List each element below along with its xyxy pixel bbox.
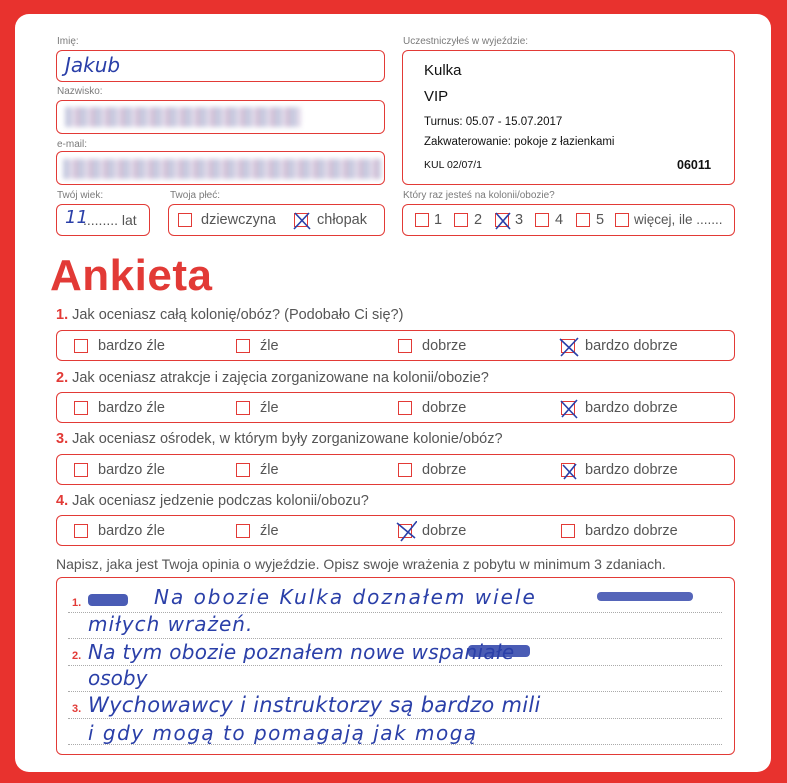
q3-option-bardzo-dobrze: bardzo dobrze — [585, 462, 678, 478]
q2-checkbox-dobrze[interactable] — [398, 401, 412, 415]
gender-field — [168, 204, 385, 236]
question-4-answer-row — [56, 515, 735, 546]
q3-checkbox-zle[interactable] — [236, 463, 250, 477]
first-name-value: Jakub — [65, 53, 121, 77]
opinion-prompt: Napisz, jaka jest Twoja opinia o wyjeździe. Opisz swoje wrażenia z pobytu w minimum 3 zdaniach. — [56, 556, 666, 572]
checkbox-female[interactable] — [178, 213, 192, 227]
surname-redacted — [65, 107, 301, 127]
first-name-field[interactable] — [56, 50, 385, 82]
trip-accommodation: Zakwaterowanie: pokoje z łazienkami — [424, 136, 615, 148]
times-option-4: 4 — [555, 212, 564, 228]
q4-option-dobrze: dobrze — [422, 523, 467, 539]
trip-code: KUL 02/07/1 — [424, 159, 482, 171]
question-4-text: Jak oceniasz jedzenie podczas kolonii/obozu? — [68, 493, 369, 509]
trip-turnus: Turnus: 05.07 - 15.07.2017 — [424, 116, 563, 128]
trip-number: 06011 — [677, 158, 712, 172]
question-4-number: 4. — [56, 493, 69, 509]
q4-checkbox-bardzo-dobrze[interactable] — [561, 524, 575, 538]
opinion-line-2: miłych wrażeń. — [88, 612, 254, 636]
crossed-out-scribble — [597, 592, 693, 601]
q1-option-bardzo-dobrze: bardzo dobrze — [585, 338, 678, 354]
times-option-1: 1 — [434, 212, 443, 228]
email-field[interactable] — [56, 151, 385, 185]
q3-option-dobrze: dobrze — [422, 462, 467, 478]
q4-checkbox-zle[interactable] — [236, 524, 250, 538]
gender-label: Twoja płeć: — [170, 190, 221, 201]
q3-checkbox-bardzo-zle[interactable] — [74, 463, 88, 477]
question-1-answer-row — [56, 330, 735, 361]
q1-option-zle: źle — [260, 338, 279, 354]
trip-type: VIP — [424, 88, 449, 105]
q2-checkbox-bardzo-dobrze[interactable] — [561, 401, 575, 415]
times-checkbox-more[interactable] — [615, 213, 629, 227]
q1-checkbox-bardzo-zle[interactable] — [74, 339, 88, 353]
checkmark-x-icon — [291, 210, 313, 232]
ruled-line — [68, 718, 722, 719]
email-label: e-mail: — [57, 139, 88, 150]
times-option-5: 5 — [596, 212, 605, 228]
age-value: 11 — [65, 207, 88, 228]
opinion-number-3: 3. — [72, 703, 82, 715]
q3-option-bardzo-zle: bardzo źle — [98, 462, 165, 478]
trip-label: Uczestniczyłeś w wyjeździe: — [403, 36, 529, 47]
ruled-line — [68, 665, 722, 666]
q3-option-zle: źle — [260, 462, 279, 478]
q2-option-zle: źle — [260, 400, 279, 416]
checkbox-male[interactable] — [294, 213, 308, 227]
opinion-line-1: Na obozie Kulka doznałem wiele — [154, 585, 537, 609]
age-suffix: ......... lat — [83, 212, 137, 228]
question-2 — [56, 370, 489, 386]
q2-option-bardzo-zle: bardzo źle — [98, 400, 165, 416]
q4-checkbox-bardzo-zle[interactable] — [74, 524, 88, 538]
question-3 — [56, 431, 503, 447]
email-redacted — [63, 159, 381, 179]
question-1-text: Jak oceniasz całą kolonię/obóz? (Podobało Ci się?) — [68, 307, 404, 323]
gender-female-label: dziewczyna — [201, 212, 276, 228]
q1-checkbox-zle[interactable] — [236, 339, 250, 353]
times-field — [402, 204, 735, 236]
ruled-line — [68, 691, 722, 692]
times-checkbox-5[interactable] — [576, 213, 590, 227]
question-2-answer-row — [56, 392, 735, 423]
q1-checkbox-dobrze[interactable] — [398, 339, 412, 353]
question-3-answer-row — [56, 454, 735, 485]
q1-option-dobrze: dobrze — [422, 338, 467, 354]
q4-option-bardzo-dobrze: bardzo dobrze — [585, 523, 678, 539]
checkmark-x-icon — [492, 210, 514, 232]
opinion-line-4: osoby — [88, 666, 148, 690]
opinion-number-1: 1. — [72, 597, 82, 609]
question-3-text: Jak oceniasz ośrodek, w którym były zorganizowane kolonie/obóz? — [68, 431, 503, 447]
q3-checkbox-bardzo-dobrze[interactable] — [561, 463, 575, 477]
times-label: Który raz jesteś na kolonii/obozie? — [403, 190, 555, 201]
opinion-line-6: i gdy mogą to pomagają jak mogą — [88, 721, 478, 745]
question-2-text: Jak oceniasz atrakcje i zajęcia zorganizowane na kolonii/obozie? — [68, 370, 489, 386]
times-option-more: więcej, ile ....... — [634, 212, 723, 227]
checkmark-x-icon — [395, 521, 417, 543]
surname-label: Nazwisko: — [57, 86, 103, 97]
opinion-line-5: Wychowawcy i instruktorzy są bardzo mili — [88, 693, 541, 717]
q4-checkbox-dobrze[interactable] — [398, 524, 412, 538]
times-checkbox-4[interactable] — [535, 213, 549, 227]
age-field[interactable] — [56, 204, 150, 236]
checkmark-x-icon — [558, 398, 580, 420]
surname-field[interactable] — [56, 100, 385, 134]
checkmark-x-icon — [558, 460, 580, 482]
question-4 — [56, 493, 369, 509]
q1-option-bardzo-zle: bardzo źle — [98, 338, 165, 354]
q2-checkbox-zle[interactable] — [236, 401, 250, 415]
gender-male-label: chłopak — [317, 212, 367, 228]
question-3-number: 3. — [56, 431, 69, 447]
times-option-3: 3 — [515, 212, 524, 228]
times-checkbox-3[interactable] — [495, 213, 509, 227]
q2-option-bardzo-dobrze: bardzo dobrze — [585, 400, 678, 416]
checkmark-x-icon — [558, 336, 580, 358]
age-label: Twój wiek: — [57, 190, 104, 201]
trip-name: Kulka — [424, 62, 462, 79]
first-name-label: Imię: — [57, 36, 79, 47]
question-2-number: 2. — [56, 370, 69, 386]
times-option-2: 2 — [474, 212, 483, 228]
q4-option-zle: źle — [260, 523, 279, 539]
q1-checkbox-bardzo-dobrze[interactable] — [561, 339, 575, 353]
times-checkbox-1[interactable] — [415, 213, 429, 227]
question-1-number: 1. — [56, 307, 69, 323]
q3-checkbox-dobrze[interactable] — [398, 463, 412, 477]
q2-checkbox-bardzo-zle[interactable] — [74, 401, 88, 415]
crossed-out-scribble — [88, 594, 128, 606]
q4-option-bardzo-zle: bardzo źle — [98, 523, 165, 539]
q2-option-dobrze: dobrze — [422, 400, 467, 416]
ruled-line — [68, 638, 722, 639]
opinion-line-3: Na tym obozie poznałem nowe wspaniałe — [88, 640, 515, 664]
question-1 — [56, 307, 403, 323]
times-checkbox-2[interactable] — [454, 213, 468, 227]
opinion-number-2: 2. — [72, 650, 82, 662]
survey-title: Ankieta — [50, 251, 213, 300]
